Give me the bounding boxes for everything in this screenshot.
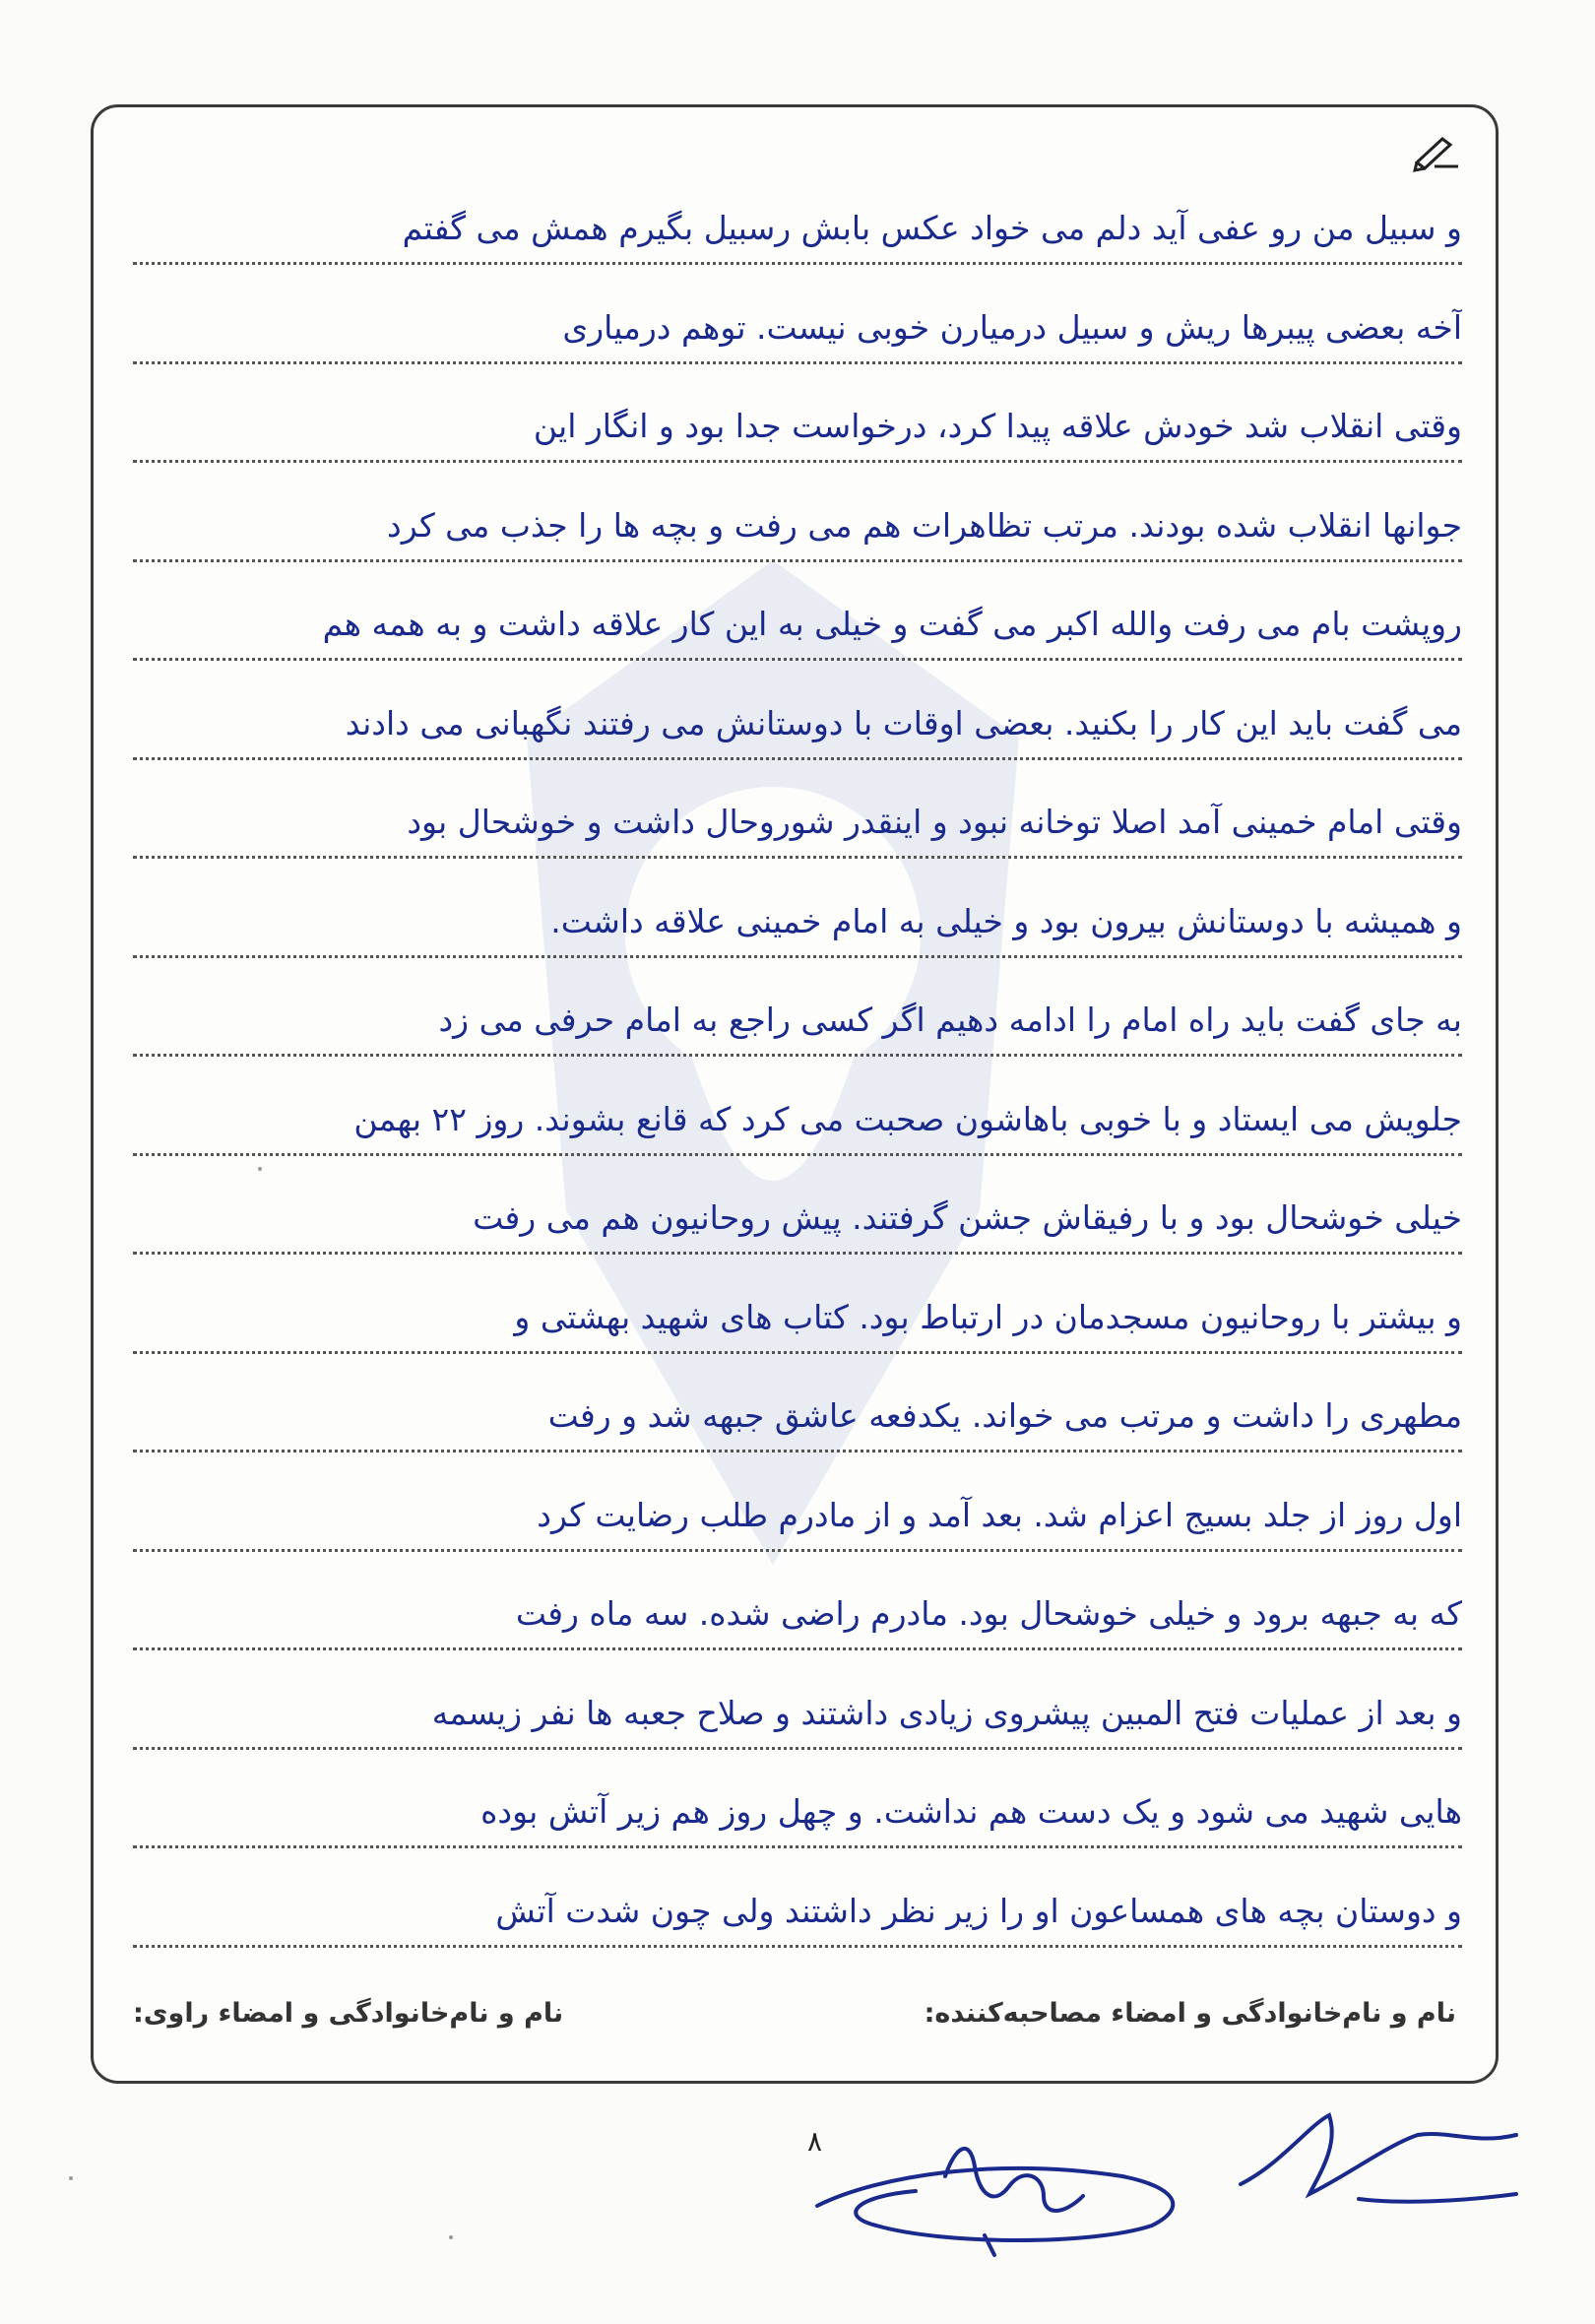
text-line	[133, 360, 1462, 463]
handwritten-line: و همیشه با دوستانش بیرون بود و خیلی به امام خمینی علاقه داشت.	[133, 892, 1462, 958]
handwritten-line: هایی شهید می شود و یک دست هم نداشت. و چهل روز هم زیر آتش بوده	[133, 1782, 1462, 1848]
handwritten-line: و دوستان بچه های همساعون او را زیر نظر داشتند ولی چون شدت آتش	[133, 1882, 1462, 1948]
text-line	[133, 1350, 1462, 1452]
text-line	[133, 162, 1462, 265]
text-line	[133, 954, 1462, 1057]
handwritten-line: وقتی امام خمینی آمد اصلا توخانه نبود و اینقدر شوروحال داشت و خوشحال بود	[133, 793, 1462, 859]
handwritten-line: اول روز از جلد بسیج اعزام شد. بعد آمد و از مادرم طلب رضایت کرد	[133, 1486, 1462, 1552]
handwritten-line: می گفت باید این کار را بکنید. بعضی اوقات با دوستانش می رفتند نگهبانی می دادند	[133, 694, 1462, 760]
text-line	[133, 262, 1462, 364]
paper-speck	[258, 1167, 262, 1171]
handwritten-line: به جای گفت باید راه امام را ادامه دهیم اگر کسی راجع به امام حرفی می زد	[133, 991, 1462, 1057]
signature-right	[1221, 2105, 1536, 2214]
text-line	[133, 756, 1462, 859]
handwritten-line: وقتی انقلاب شد خودش علاقه پیدا کرد، درخواست جدا بود و انگار این	[133, 397, 1462, 463]
handwritten-line: مطهری را داشت و مرتب می خواند. یکدفعه عاشق جبهه شد و رفت	[133, 1387, 1462, 1452]
text-line	[133, 1746, 1462, 1848]
text-line	[133, 856, 1462, 958]
text-line	[133, 1548, 1462, 1650]
handwritten-line: جوانها انقلاب شده بودند. مرتب تظاهرات هم می رفت و بچه ها را جذب می کرد	[133, 496, 1462, 562]
signature-left	[798, 2117, 1211, 2265]
text-line	[133, 1152, 1462, 1255]
text-lines	[94, 107, 1501, 2087]
handwritten-line: و بعد از عملیات فتح المبین پیشروی زیادی داشتند و صلاح جعبه ها نفر زیسمه	[133, 1684, 1462, 1750]
text-line	[133, 1252, 1462, 1354]
handwritten-line: که به جبهه برود و خیلی خوشحال بود. مادرم راضی شده. سه ماه رفت	[133, 1584, 1462, 1650]
text-line	[133, 460, 1462, 562]
text-line	[133, 1845, 1462, 1948]
signature-labels	[133, 1998, 1456, 2047]
handwritten-line: خیلی خوشحال بود و با رفیقاش جشن گرفتند. پیش روحانیون هم می رفت	[133, 1189, 1462, 1255]
text-line	[133, 1054, 1462, 1156]
interviewer-signature-label: نام و نام‌خانوادگی و امضاء مصاحبه‌کننده:	[924, 1998, 1456, 2029]
text-line	[133, 1647, 1462, 1750]
handwritten-line: روپشت بام می رفت والله اکبر می گفت و خیلی به این کار علاقه داشت و به همه هم	[133, 595, 1462, 661]
handwritten-line: و بیشتر با روحانیون مسجدمان در ارتباط بود. کتاب های شهید بهشتی و	[133, 1288, 1462, 1354]
handwritten-line: آخه بعضی پیبرها ریش و سبیل درمیارن خوبی نیست. توهم درمیاری	[133, 298, 1462, 364]
page-number: ۸	[807, 2125, 823, 2158]
text-line	[133, 658, 1462, 760]
paper-speck	[69, 2176, 73, 2180]
text-line	[133, 558, 1462, 661]
narrator-signature-label: نام و نام‌خانوادگی و امضاء راوی:	[133, 1998, 564, 2029]
handwritten-line: جلویش می ایستاد و با خوبی باهاشون صحبت می کرد که قانع بشوند. روز ۲۲ بهمن	[133, 1090, 1462, 1156]
text-line	[133, 1450, 1462, 1552]
paper-speck	[449, 2235, 453, 2239]
page-frame	[91, 104, 1499, 2084]
handwritten-line: و سبیل من رو عفی آید دلم می خواد عکس بابش رسبیل بگیرم همش می گفتم	[133, 199, 1462, 265]
